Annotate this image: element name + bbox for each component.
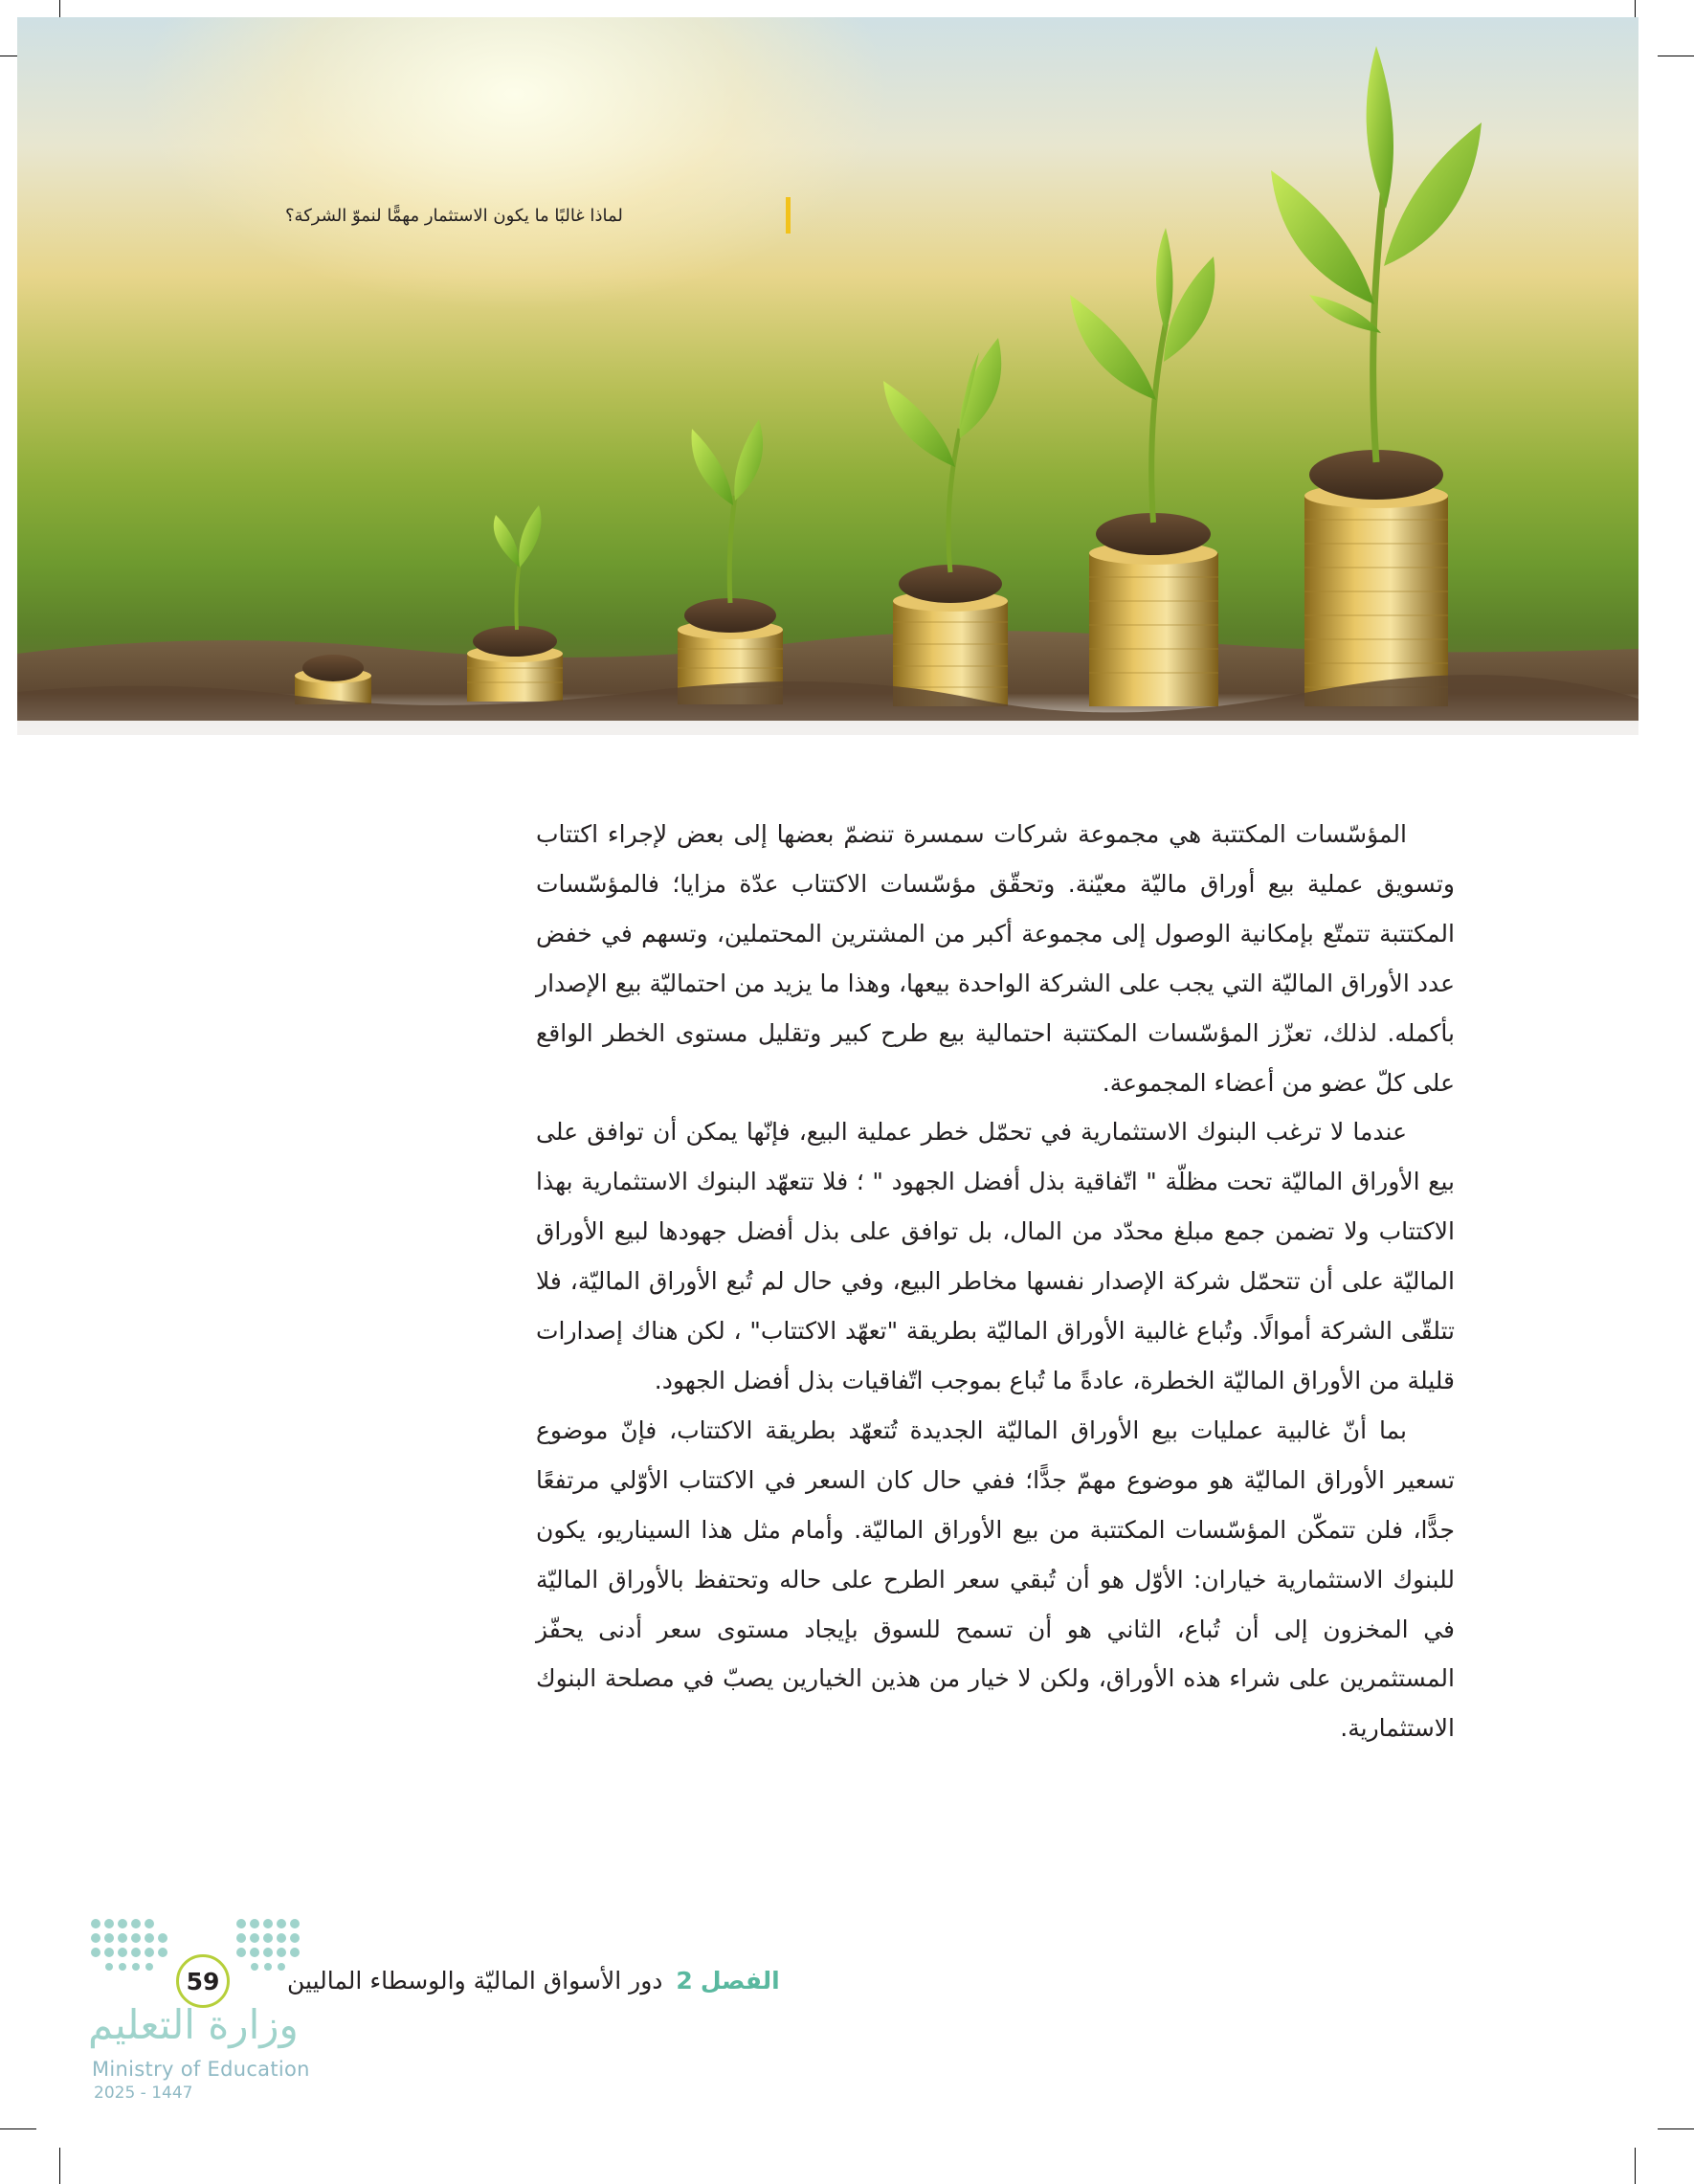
body-text — [536, 810, 1455, 1753]
ministry-logo-year: 2025 - 1447 — [94, 2084, 193, 2103]
plant-coin-stack-image — [17, 17, 1638, 735]
crop-mark — [59, 2148, 60, 2184]
paragraph: بما أنّ غالبية عمليات بيع الأوراق الماليّة الجديدة تُتعهّد بطريقة الاكتتاب، فإنّ موضوع تسعير الأوراق الماليّة هو موضوع مهمّ جدًّا؛ ففي حال كان السعر في الاكتتاب الأوّلي مرتفعًا جدًّا، فلن تتمكّن المؤسّسات المكتتبة من بيع الأوراق الماليّة. وأمام مثل هذا السيناريو، يكون للبنوك الاستثمارية خياران: الأوّل هو أن تُبقي سعر الطرح على حاله وتحتفظ بالأوراق الماليّة في المخزون إلى أن تُباع، الثاني هو أن تسمح للسوق بإيجاد مستوى سعر أدنى يحفّز المستثمرين على شراء هذه الأوراق، ولكن لا خيار من هذين الخيارين يصبّ في مصلحة البنوك الاستثمارية. — [536, 1415, 1455, 1743]
crop-mark — [1658, 2128, 1694, 2129]
chapter-number: 2 — [676, 1966, 693, 1995]
paragraph: المؤسّسات المكتتبة هي مجموعة شركات سمسرة تنضمّ بعضها إلى بعض لإجراء اكتتاب وتسويق عملية بيع أوراق ماليّة معيّنة. وتحقّق مؤسّسات الاكتتاب عدّة مزايا؛ فالمؤسّسات المكتتبة تتمتّع بإمكانية الوصول إلى مجموعة أكبر من المشترين المحتملين، وتسهم في خفض عدد الأوراق الماليّة التي يجب على الشركة الواحدة بيعها، وهذا ما يزيد من احتماليّة بيع الإصدار بأكمله. لذلك، تعزّز المؤسّسات المكتتبة احتمالية بيع طرح كبير وتقليل مستوى الخطر الواقع على كلّ عضو من أعضاء المجموعة. — [536, 820, 1455, 1097]
chapter-label: الفصل — [700, 1966, 780, 1995]
hero-image — [17, 17, 1638, 735]
image-caption: لماذا غالبًا ما يكون الاستثمار مهمًّا لنموّ الشركة؟ — [285, 197, 791, 234]
chapter-footer — [287, 1956, 861, 2004]
crop-mark — [0, 2128, 36, 2129]
chapter-title: دور الأسواق الماليّة والوسطاء الماليين — [287, 1966, 663, 1995]
paragraph: عندما لا ترغب البنوك الاستثمارية في تحمّل خطر عملية البيع، فإنّها يمكن أن توافق على بيع الأوراق الماليّة تحت مظلّة " اتّفاقية بذل أفضل الجهود " ؛ فلا تتعهّد البنوك الاستثمارية بهذا الاكتتاب ولا تضمن جمع مبلغ محدّد من المال، بل توافق على بذل أفضل جهودها لبيع الأوراق الماليّة على أن تتحمّل شركة الإصدار نفسها مخاطر البيع، وفي حال لم تُبع الأوراق الماليّة، فلا تتلقّى الشركة أموالًا. وتُباع غالبية الأوراق الماليّة بطريقة "تعهّد الاكتتاب" ، لكن هناك إصدارات قليلة من الأوراق الماليّة الخطرة، عادةً ما تُباع بموجب اتّفاقيات بذل أفضل الجهود. — [536, 1118, 1455, 1394]
ministry-logo-english: Ministry of Education — [92, 2058, 310, 2081]
page-number: 59 — [176, 1954, 230, 2008]
ministry-logo-arabic: وزارة التعليم — [88, 2001, 299, 2048]
crop-mark — [1635, 2148, 1636, 2184]
